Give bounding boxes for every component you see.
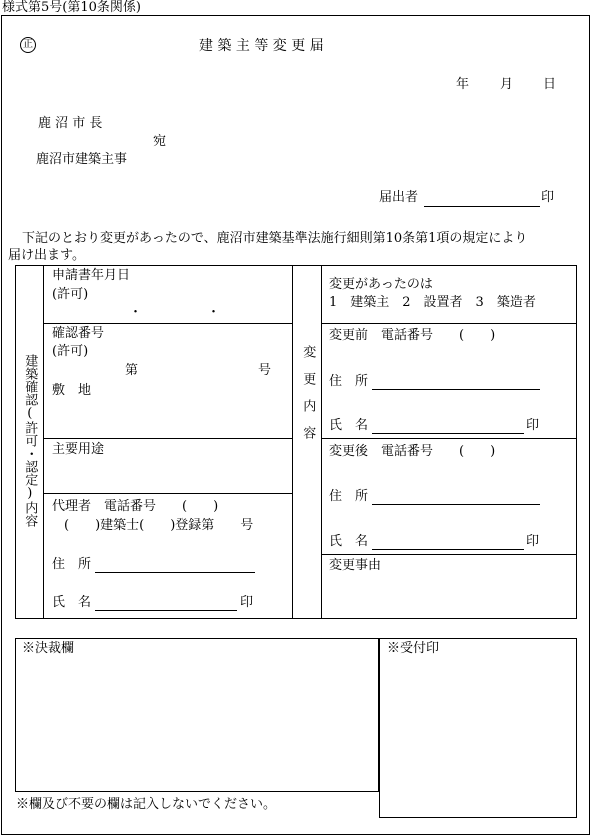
confirm-no-go: 号: [258, 363, 272, 378]
after-seal: 印: [526, 534, 540, 549]
confirm-no-dai: 第: [125, 363, 139, 378]
addressee-official: 鹿沼市建築主事: [36, 152, 128, 167]
agent-address-label: 住 所: [52, 557, 92, 572]
site-label: 敷 地: [52, 383, 92, 398]
agent-name-label: 氏 名: [52, 595, 92, 610]
addressee-mayor: 鹿 沼 市 長: [38, 116, 103, 131]
date-year: 年: [456, 77, 470, 92]
agent-registration: ( )建築士( )登録第 号: [64, 518, 254, 533]
agent-seal: 印: [240, 595, 254, 610]
confirm-no-sub: (許可): [52, 344, 89, 359]
after-name-field[interactable]: [372, 535, 524, 550]
intro-line-1: 下記のとおり変更があったので、鹿沼市建築基準法施行細則第10条第1項の規定により: [22, 231, 528, 246]
app-date-field[interactable]: ・ ・: [129, 305, 221, 320]
before-seal: 印: [526, 418, 540, 433]
after-name-label: 氏 名: [329, 534, 369, 549]
addressee-suffix: 宛: [153, 134, 167, 149]
form-title: 建 築 主 等 変 更 届: [199, 38, 324, 54]
decision-label: ※決裁欄: [22, 641, 75, 656]
before-name-field[interactable]: [372, 419, 524, 434]
after-phone: 変更後 電話番号 ( ): [329, 444, 496, 459]
agent-phone: 代理者 電話番号 ( ): [52, 499, 219, 514]
left-section-label: 建築確認(許可・認定)内容: [22, 354, 38, 527]
reception-box: [379, 638, 577, 818]
use-label: 主要用途: [52, 442, 105, 457]
form-number: 様式第5号(第10条関係): [2, 0, 141, 15]
before-phone: 変更前 電話番号 ( ): [329, 328, 496, 343]
submitter-seal: 印: [541, 190, 555, 205]
changed-label: 変更があったのは: [329, 277, 433, 292]
app-date-sub: (許可): [52, 287, 89, 302]
reason-label: 変更事由: [329, 558, 382, 573]
agent-address-field[interactable]: [95, 558, 255, 573]
submitter-name-field[interactable]: [424, 192, 540, 207]
app-date-label: 申請書年月日: [52, 268, 131, 283]
date-day: 日: [543, 77, 557, 92]
agent-name-field[interactable]: [95, 596, 237, 611]
decision-box: [15, 638, 379, 792]
date-month: 月: [500, 77, 514, 92]
confirm-no-label: 確認番号: [52, 326, 105, 341]
changed-options: 1 建築主 2 設置者 3 築造者: [329, 295, 536, 310]
footnote: ※欄及び不要の欄は記入しないでください。: [16, 797, 277, 812]
middle-section-label: 変更内容: [300, 345, 316, 453]
reception-label: ※受付印: [387, 641, 440, 656]
after-address-label: 住 所: [329, 489, 369, 504]
seal-mark-icon: 正: [20, 37, 36, 53]
before-address-label: 住 所: [329, 374, 369, 389]
after-address-field[interactable]: [372, 490, 540, 505]
intro-line-2: 届け出ます。: [8, 248, 85, 263]
before-address-field[interactable]: [372, 375, 540, 390]
before-name-label: 氏 名: [329, 418, 369, 433]
submitter-label: 届出者: [379, 190, 419, 205]
